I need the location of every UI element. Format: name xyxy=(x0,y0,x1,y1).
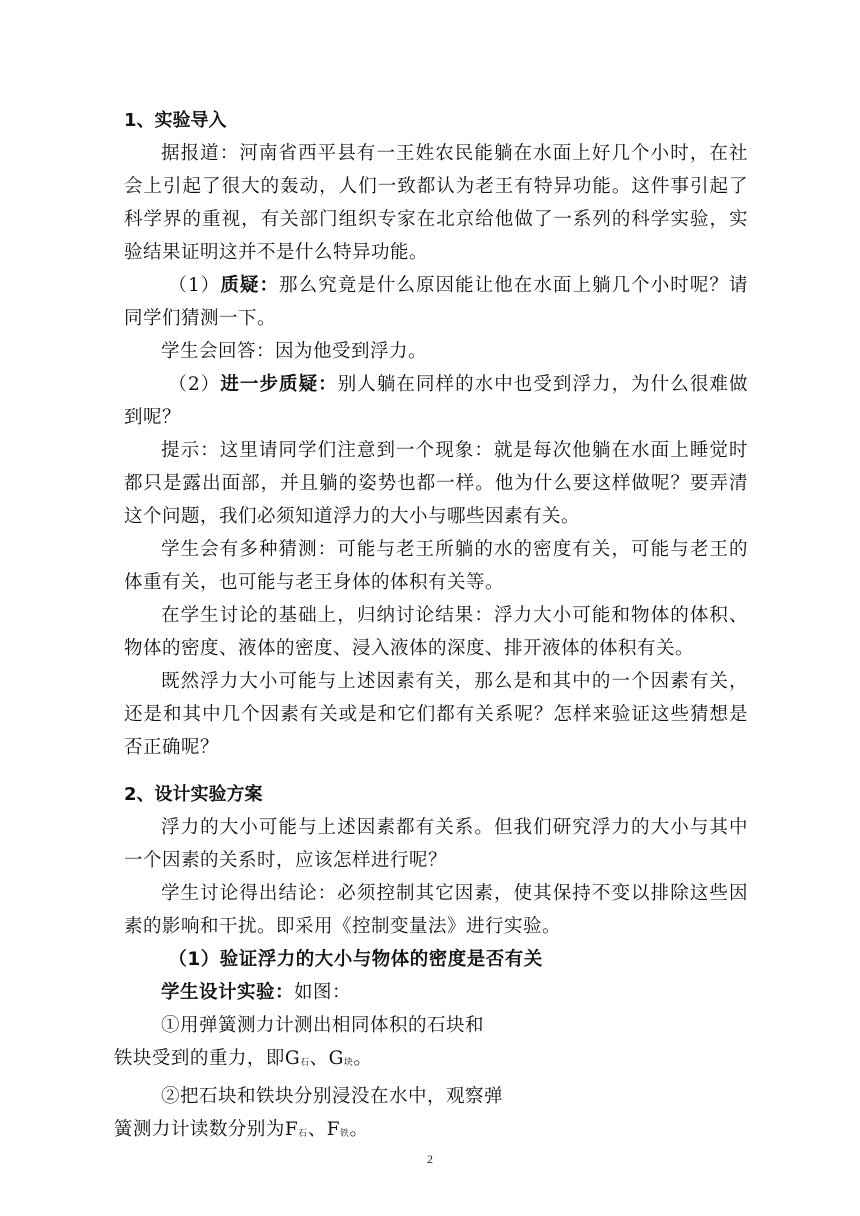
paragraph-question: 既然浮力大小可能与上述因素有关，那么是和其中的一个因素有关，还是和其中几个因素有关或是和它们都有关系呢？怎样来验证这些猜想是否正确呢？ xyxy=(124,671,748,758)
step-1-text: 铁块受到的重力，即G xyxy=(113,1048,301,1069)
paragraph-report: 据报道：河南省西平县有一王姓农民能躺在水面上好几个小时，在社会上引起了很大的轰动，人们一致都认为老王有特异功能。这件事引起了科学界的重视，有关部门组织专家在北京给他做了一系列的科学实验，实验结果证明这并不是什么特异功能。 xyxy=(124,143,748,263)
step-1-line-a: ①用弹簧测力计测出相同体积的石块和 xyxy=(161,1015,485,1036)
paragraph-hint: 提示：这里请同学们注意到一个现象：就是每次他躺在水面上睡觉时都只是露出面部，并且躺的姿势也都一样。他为什么要这样做呢？要弄清这个问题，我们必须知道浮力的大小与哪些因素有关。 xyxy=(124,440,748,527)
page-number: 2 xyxy=(427,1152,433,1166)
step-2-subscript-stone: 石 xyxy=(298,1129,308,1139)
design-label: 学生设计实验： xyxy=(161,982,295,1003)
step-2-separator: 、F xyxy=(307,1119,341,1140)
question-1-number: （1） xyxy=(168,275,221,296)
section-heading-2: 2、设计实验方案 xyxy=(124,784,263,805)
step-1-separator: 、G xyxy=(309,1048,344,1069)
subsection-heading-density: （1）验证浮力的大小与物体的密度是否有关 xyxy=(168,949,543,970)
design-line xyxy=(124,976,748,1009)
paragraph-answer: 学生会回答：因为他受到浮力。 xyxy=(161,341,428,362)
question-2-number: （2） xyxy=(168,374,221,395)
question-2-text: 别人躺在同样的水中也受到浮力，为什么很难做到呢？ xyxy=(124,374,748,428)
paragraph-summary: 在学生讨论的基础上，归纳讨论结果：浮力大小可能和物体的体积、物体的密度、液体的密度、浸入液体的深度、排开液体的体积有关。 xyxy=(124,605,748,659)
paragraph-guesses: 学生会有多种猜测：可能与老王所躺的水的密度有关，可能与老王的体重有关，也可能与老王身体的体积有关等。 xyxy=(124,539,748,593)
design-text: 如图： xyxy=(294,982,352,1003)
step-1-subscript-block: 块 xyxy=(343,1058,354,1068)
section-heading-1: 1、实验导入 xyxy=(124,110,227,131)
step-2-line-a: ②把石块和铁块分别浸没在水中，观察弹 xyxy=(161,1086,504,1107)
step-1-end: 。 xyxy=(353,1048,373,1069)
step-2-end: 。 xyxy=(349,1119,369,1140)
paragraph-conclusion: 学生讨论得出结论：必须控制其它因素，使其保持不变以排除这些因素的影响和干扰。即采用《控制变量法》进行实验。 xyxy=(124,883,748,937)
step-2-text: 簧测力计读数分别为F xyxy=(113,1119,299,1140)
question-1-text: 那么究竟是什么原因能让他在水面上躺几个小时呢？请同学们猜测一下。 xyxy=(124,275,748,329)
document-body xyxy=(113,104,748,1151)
step-2-line-b xyxy=(113,1113,748,1151)
question-2 xyxy=(124,368,748,434)
question-2-label: 进一步质疑： xyxy=(220,374,338,395)
step-1-line-b xyxy=(113,1042,748,1080)
question-1-label: 质疑： xyxy=(220,275,280,296)
step-2-subscript-iron: 铁 xyxy=(340,1129,350,1139)
step-1-subscript-stone: 石 xyxy=(300,1058,310,1068)
question-1 xyxy=(124,269,748,335)
paragraph-method: 浮力的大小可能与上述因素都有关系。但我们研究浮力的大小与其中一个因素的关系时，应该怎样进行呢？ xyxy=(124,817,748,871)
